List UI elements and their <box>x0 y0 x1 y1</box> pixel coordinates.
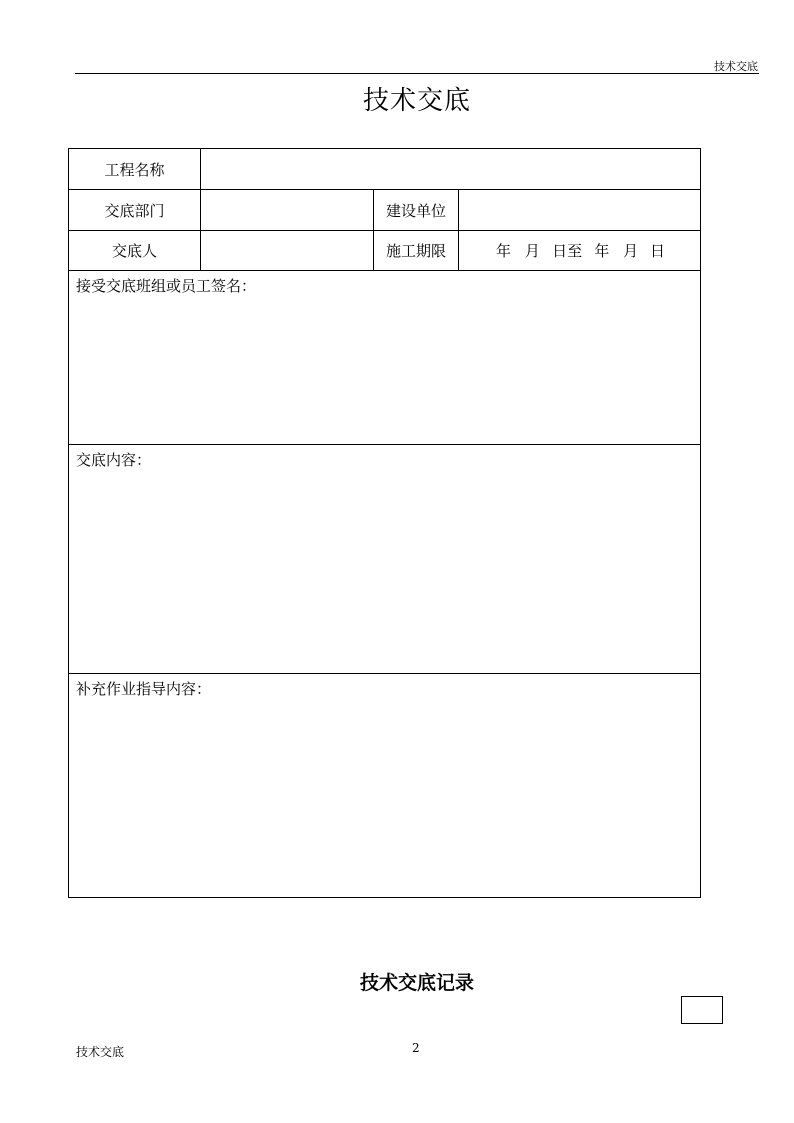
footer-label: 技术交底 <box>76 1045 125 1059</box>
period-month-2: 月 <box>623 242 639 260</box>
period-month-1: 月 <box>524 242 540 260</box>
record-title: 技术交底记录 <box>359 972 474 994</box>
period-label: 施工期限 <box>374 231 459 271</box>
supplement-label: 补充作业指导内容： <box>76 680 212 698</box>
presenter-label: 交底人 <box>69 231 201 271</box>
content-section[interactable] <box>69 445 701 674</box>
header-label: 技术交底 <box>714 60 758 73</box>
document-title: 技术交底 <box>362 86 471 116</box>
signatures-label: 接受交底班组或员工签名： <box>76 277 257 295</box>
supplement-section[interactable] <box>69 674 701 898</box>
period-year-1: 年 <box>496 242 512 260</box>
owner-unit-label: 建设单位 <box>374 190 459 231</box>
period-year-2: 年 <box>594 242 610 260</box>
content-label: 交底内容： <box>76 451 152 469</box>
presenter-field[interactable] <box>201 231 374 271</box>
project-name-label: 工程名称 <box>69 149 201 190</box>
dept-field[interactable] <box>201 190 374 231</box>
signatures-section[interactable] <box>69 271 701 445</box>
header-rule <box>75 73 759 74</box>
project-name-field[interactable] <box>201 149 701 190</box>
period-field[interactable] <box>459 231 701 271</box>
disclosure-form-table <box>68 148 701 898</box>
owner-unit-field[interactable] <box>459 190 701 231</box>
corner-box <box>681 996 723 1024</box>
period-day-2: 日 <box>649 242 665 260</box>
period-day-to: 日至 <box>552 242 583 260</box>
page-number: 2 <box>412 1041 420 1055</box>
dept-label: 交底部门 <box>69 190 201 231</box>
